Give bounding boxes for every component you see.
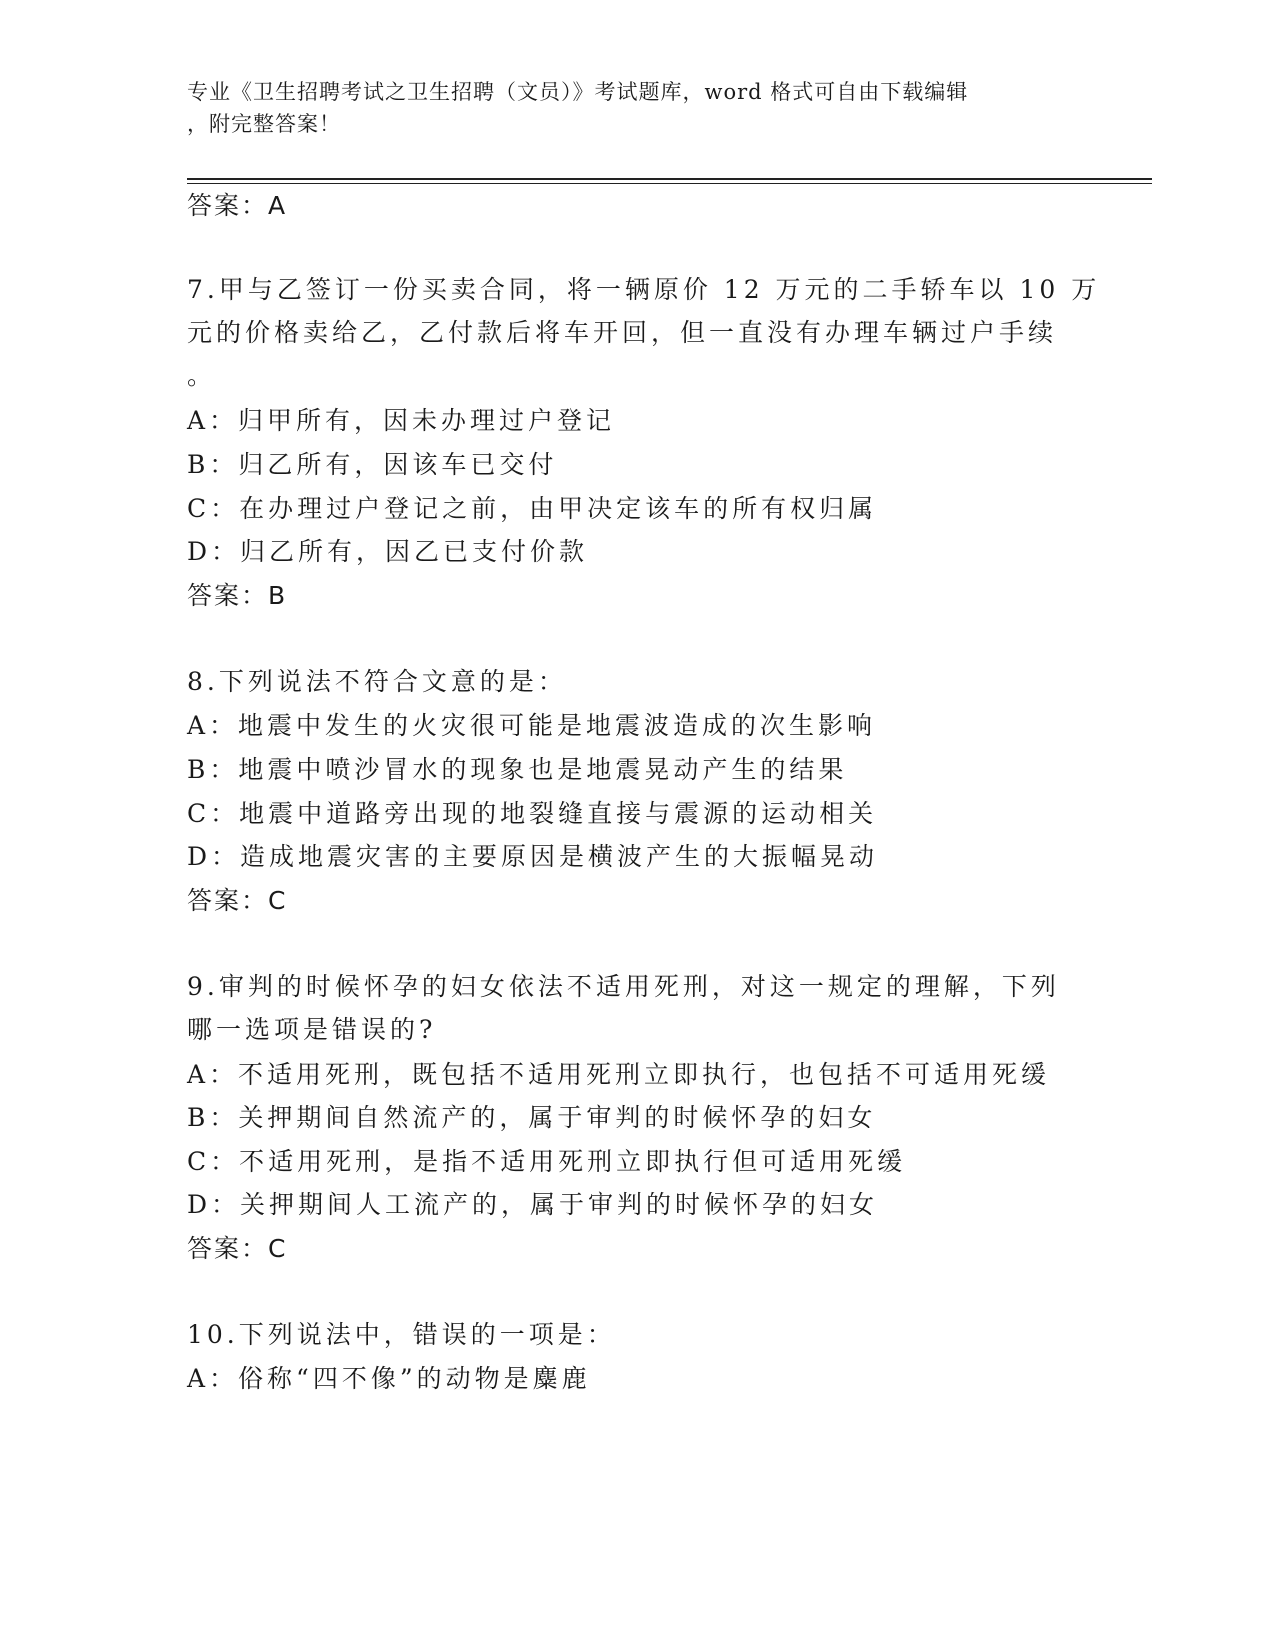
header-rule-thick — [187, 178, 1152, 180]
header-line-2: ，附完整答案！ — [187, 112, 341, 136]
q8-option-a: A：地震中发生的火灾很可能是地震波造成的次生影响 — [187, 711, 877, 740]
q9-text-line-1: 9.审判的时候怀孕的妇女依法不适用死刑，对这一规定的理解，下列 — [187, 972, 1060, 1001]
q9-option-c: C：不适用死刑，是指不适用死刑立即执行但可适用死缓 — [187, 1147, 907, 1176]
answer-q8: 答案：C — [187, 886, 288, 915]
header-line-1: 专业《卫生招聘考试之卫生招聘（文员）》考试题库，word 格式可自由下载编辑 — [187, 80, 969, 104]
q10-option-a: A：俗称“四不像”的动物是麋鹿 — [187, 1364, 591, 1393]
q7-option-c: C：在办理过户登记之前，由甲决定该车的所有权归属 — [187, 494, 878, 523]
q9-option-b: B：关押期间自然流产的，属于审判的时候怀孕的妇女 — [187, 1103, 877, 1132]
q9-option-d: D：关押期间人工流产的，属于审判的时候怀孕的妇女 — [187, 1190, 879, 1219]
document-header — [187, 76, 1067, 140]
q7-option-d: D：归乙所有，因乙已支付价款 — [187, 537, 589, 566]
q9-option-a: A：不适用死刑，既包括不适用死刑立即执行，也包括不可适用死缓 — [187, 1060, 1051, 1089]
answer-q7: 答案：B — [187, 581, 288, 610]
q9-text-line-2: 哪一选项是错误的? — [187, 1015, 437, 1044]
q7-option-b: B：归乙所有，因该车已交付 — [187, 450, 558, 479]
q8-option-b: B：地震中喷沙冒水的现象也是地震晃动产生的结果 — [187, 755, 848, 784]
q10-text-line-1: 10.下列说法中，错误的一项是： — [187, 1320, 616, 1349]
q8-option-d: D：造成地震灾害的主要原因是横波产生的大振幅晃动 — [187, 842, 879, 871]
q8-text-line-1: 8.下列说法不符合文意的是： — [187, 667, 567, 696]
q8-option-c: C：地震中道路旁出现的地裂缝直接与震源的运动相关 — [187, 799, 878, 828]
header-rule-thin — [187, 183, 1152, 184]
q7-text-line-1: 7.甲与乙签订一份买卖合同，将一辆原价 12 万元的二手轿车以 10 万 — [187, 275, 1101, 304]
answer-q6: 答案：A — [187, 191, 288, 220]
q7-text-line-3: 。 — [187, 361, 217, 390]
q7-text-line-2: 元的价格卖给乙，乙付款后将车开回，但一直没有办理车辆过户手续 — [187, 318, 1058, 347]
answer-q9: 答案：C — [187, 1234, 288, 1263]
q7-option-a: A：归甲所有，因未办理过户登记 — [187, 406, 616, 435]
